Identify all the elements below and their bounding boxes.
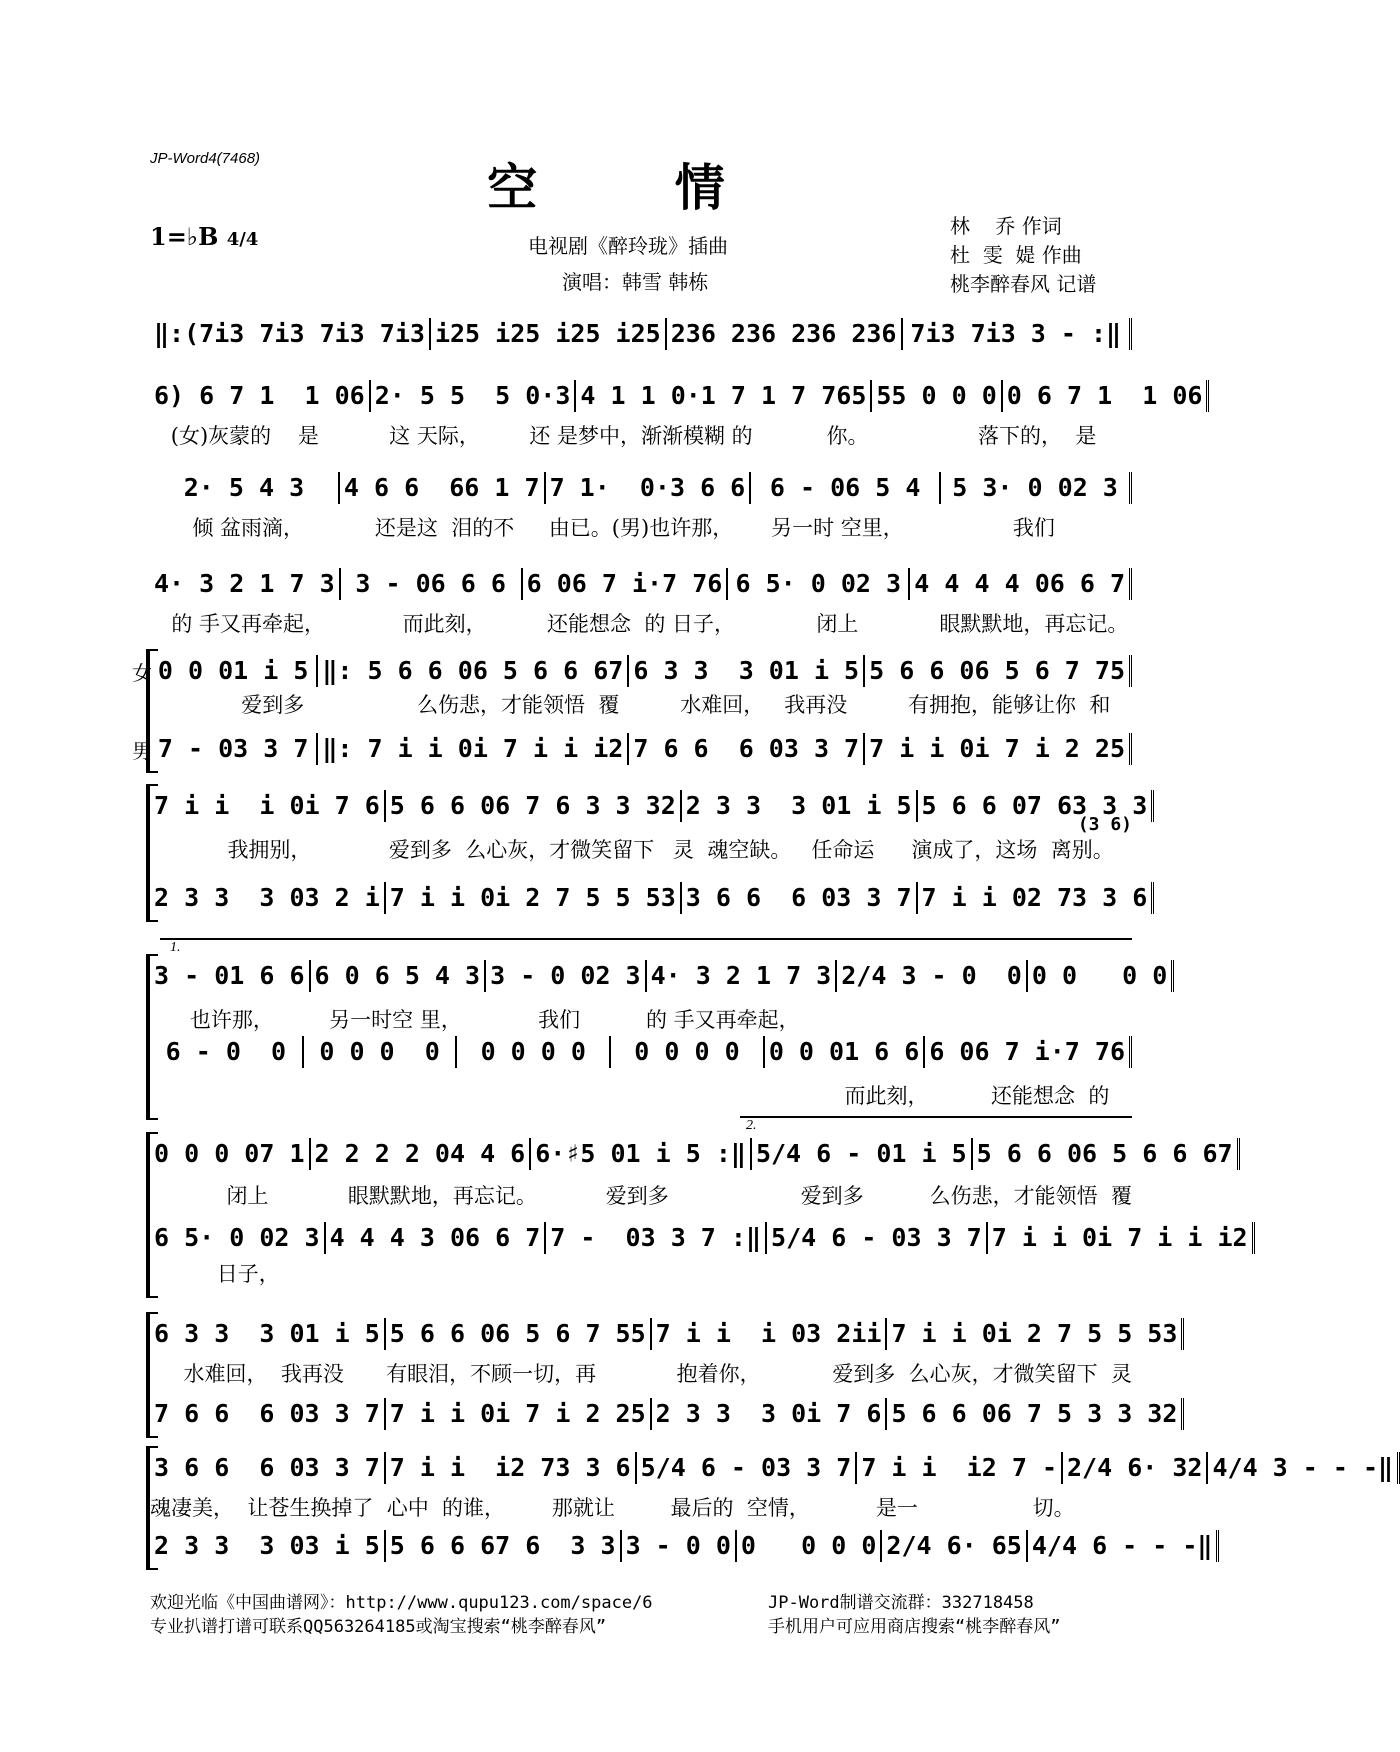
measure: 6 5· 0 02 3 [728, 568, 910, 600]
lyric-row [150, 1180, 1132, 1210]
measure-row [150, 1036, 1132, 1068]
composer: 杜 雯 媞 作曲 [950, 243, 1082, 267]
measure-row [150, 1222, 1248, 1254]
lyric: (女)灰蒙的 是 [170, 424, 319, 448]
measure: 2· 5 4 3 [150, 472, 340, 504]
measure-row [150, 733, 1132, 765]
measure: 7 i i 0i 7 i 2 25 [386, 1398, 652, 1430]
measure: 6 5· 0 02 3 [150, 1222, 326, 1254]
lyric [477, 1080, 641, 1110]
measure: 6 3 3 3 01 i 5 [150, 1318, 386, 1350]
lyric: 水难回， 我再没 [680, 693, 848, 717]
lyric: 我们 [1012, 516, 1055, 540]
measure: 7 i i 0i 2 7 5 5 53 [887, 1318, 1184, 1350]
measure-row [150, 1452, 1394, 1484]
measure: 2 3 3 3 01 i 5 [682, 790, 918, 822]
measure: 7 i i 0i 7 i 2 25 [865, 733, 1132, 765]
lyric: 那就让 [551, 1496, 615, 1520]
measure: 5 6 6 06 5 6 7 55 [386, 1318, 652, 1350]
measure: 0 6 7 1 1 06 [1003, 380, 1210, 412]
lyric-row [150, 689, 1132, 719]
lyric: 有拥抱，能够让你 和 [908, 693, 1111, 717]
measure: 3 - 01 6 6 [150, 960, 311, 992]
lyric: 换掉了 心中 的谁， [310, 1496, 506, 1520]
lyric [805, 1004, 969, 1034]
lyric: 另一时 空里， [771, 516, 904, 540]
measure: 4 1 1 0·1 7 1 7 765 [576, 380, 872, 412]
lyric: 日子， [216, 1262, 280, 1286]
measure: 4· 3 2 1 7 3 [647, 960, 838, 992]
footer-app: 手机用户可应用商店搜索“桃李醉春风” [768, 1617, 1061, 1637]
measure-row [150, 472, 1132, 504]
volta-bracket [160, 938, 1132, 940]
measure: 5/4 6 - 01 i 5 [752, 1138, 973, 1170]
measure: 0 0 0 0 [457, 1036, 611, 1068]
measure: 7 i i 02 73 3 6 [918, 882, 1155, 914]
measure: 3 6 6 6 03 3 7 [150, 1452, 386, 1484]
measure: 2· 5 5 5 0·3 [371, 380, 577, 412]
measure: 5 6 6 67 6 3 3 [386, 1530, 622, 1562]
subtitle: 电视剧《醉玲珑》插曲 [528, 234, 728, 258]
lyric: 你。 [826, 424, 869, 448]
lyric-row [150, 1492, 1132, 1522]
measure: 6) 6 7 1 1 06 [150, 380, 371, 412]
measure: 6 3 3 3 01 i 5 [629, 655, 865, 687]
measure: 5 6 6 06 7 6 3 3 32 [386, 790, 682, 822]
lyric: 灵 魂空缺。 任命运 [672, 838, 875, 862]
measure-row [150, 1398, 1178, 1430]
measure: 7 i i i 0i 7 6 [150, 790, 386, 822]
lyric: 还能想念 的 [991, 1084, 1110, 1108]
alternate-notes: (3 6) [1077, 814, 1132, 835]
lyric: 演成了，这场 离别。 [911, 838, 1114, 862]
measure: 4 4 4 4 06 6 7 [910, 568, 1132, 600]
lyric: 爱到多 [241, 693, 305, 717]
measure: 2 3 3 3 0i 7 6 [652, 1398, 888, 1430]
measure: 3 6 6 6 03 3 7 [682, 882, 918, 914]
measure: 7 1· 0·3 6 6 [546, 472, 752, 504]
lyric: 而此刻， [844, 1084, 929, 1108]
footer-group: JP-Word制谱交流群：332718458 [768, 1593, 1034, 1613]
measure-row [150, 960, 1168, 992]
measure: 236 236 236 236 [667, 318, 903, 350]
system-bracket [146, 784, 158, 922]
lyric: 我们 [538, 1008, 581, 1032]
lyric: 魂凄美， 让苍生 [150, 1496, 311, 1520]
measure: 5 3· 0 02 3 [941, 472, 1132, 504]
performers: 演唱：韩雪 韩栋 [562, 270, 709, 294]
measure: 2/4 6· 65 [882, 1530, 1027, 1562]
measure: 6 06 7 i·7 76 [523, 568, 729, 600]
measure: 3 - 06 6 6 [341, 568, 523, 600]
lyric [150, 1080, 314, 1110]
measure: 0 0 0 0 [1028, 960, 1174, 992]
lyric-row [150, 1080, 1132, 1110]
lyric: 抱着你， [676, 1362, 761, 1386]
measure: 2 3 3 3 03 i 5 [150, 1530, 386, 1562]
lyric: 的 手又再牵起， [171, 612, 326, 636]
lyric [936, 1258, 1132, 1288]
lyric: 落下的， 是 [977, 424, 1097, 448]
lyric-row [150, 1358, 1132, 1388]
system-bracket [146, 954, 158, 1120]
lyric: 爱到多 [800, 1184, 864, 1208]
lyric [314, 1080, 478, 1110]
measure-row [150, 380, 1203, 412]
credits [950, 212, 1096, 299]
lyric: 爱到多 么心灰，才微笑留下 灵 [832, 1362, 1133, 1386]
lyric: 还能想念 的 日子， [547, 612, 736, 636]
lyric: 由已。(男)也许那， [548, 516, 734, 540]
measure: 5 6 6 06 5 6 7 75 [865, 655, 1132, 687]
lyric-row [150, 420, 1132, 450]
volta-number: 2. [746, 1118, 757, 1133]
lyric: 还是这 泪的不 [374, 516, 515, 540]
lyric-row [150, 512, 1132, 542]
measure-row [150, 655, 1132, 687]
measure-row [150, 882, 1148, 914]
measure: 7 i i i2 73 3 6 [386, 1452, 637, 1484]
lyric [739, 1258, 935, 1288]
measure: 0 0 0 0 [304, 1036, 458, 1068]
measure: 7i3 7i3 3 - :‖ [903, 318, 1133, 350]
measure-row [150, 790, 1148, 822]
measure: 5 6 6 07 63 3 3 [918, 790, 1155, 822]
song-title: 空 情 [487, 158, 785, 217]
measure: 2/4 3 - 0 0 [837, 960, 1028, 992]
measure: 7 i i i 03 2ii [652, 1318, 888, 1350]
lyric: 么伤悲，才能领悟 覆 [929, 1184, 1132, 1208]
measure: 4· 3 2 1 7 3 [150, 568, 341, 600]
lyric [968, 1004, 1132, 1034]
measure: 3 - 0 02 3 [486, 960, 647, 992]
system-bracket [146, 1132, 158, 1298]
volta-number: 1. [170, 940, 181, 955]
measure: 7 i i 0i 7 i i i2 [988, 1222, 1255, 1254]
key-time-signature [150, 222, 258, 251]
measure: 7 6 6 6 03 3 7 [629, 733, 865, 765]
lyric: 是一 [875, 1496, 918, 1520]
measure: 7 - 03 3 7 :‖ [546, 1222, 767, 1254]
lyric [346, 1258, 542, 1288]
measure: 0 0 0 0 [611, 1036, 765, 1068]
measure: 0 0 01 6 6 [765, 1036, 926, 1068]
male-label: 男 [132, 739, 152, 763]
measure: 0 0 01 i 5 [150, 655, 318, 687]
lyric-row [150, 834, 1132, 864]
footer-website: 欢迎光临《中国曲谱网》：http://www.qupu123.com/space/6 [150, 1593, 653, 1613]
lyric: 我拥别， [227, 838, 312, 862]
measure: 7 i i 0i 2 7 5 5 53 [386, 882, 682, 914]
measure-row [150, 568, 1132, 600]
lyric [543, 1258, 739, 1288]
measure: 5/4 6 - 03 3 7 [767, 1222, 988, 1254]
lyric [641, 1080, 805, 1110]
software-label: JP-Word4(7468) [150, 150, 261, 167]
time-signature: 4/4 [226, 229, 259, 250]
measure-row [150, 1530, 1213, 1562]
lyric: 爱到多 [605, 1184, 669, 1208]
volta-bracket [740, 1116, 1132, 1118]
lyric: 另一时空 里， [329, 1008, 462, 1032]
footer-contact: 专业扒谱打谱可联系QQ563264185或淘宝搜索“桃李醉春风” [150, 1617, 607, 1637]
lyric: 眼默默地，再忘记。 [939, 612, 1129, 636]
measure: ‖:(7i3 7i3 7i3 7i3 [150, 318, 431, 350]
measure: 6 0 6 5 4 3 [311, 960, 487, 992]
measure: ‖: 5 6 6 06 5 6 6 67 [318, 655, 629, 687]
measure: 6 - 0 0 [150, 1036, 304, 1068]
lyric: 而此刻， [402, 612, 487, 636]
measure: 5/4 6 - 03 3 7 [637, 1452, 858, 1484]
measure: 55 0 0 0 [872, 380, 1002, 412]
lyric-row [150, 1258, 1132, 1288]
measure: 5 6 6 06 7 5 3 3 32 [887, 1398, 1184, 1430]
measure: 0 0 0 07 1 [150, 1138, 311, 1170]
measure: 4/4 6 - - -‖ [1028, 1530, 1220, 1562]
lyric-row [150, 608, 1132, 638]
lyric: 也许那， [189, 1008, 274, 1032]
lyric: 爱到多 么心灰，才微笑留下 [388, 838, 655, 862]
measure: 5 6 6 06 5 6 6 67 [973, 1138, 1240, 1170]
lyric: 闭上 [816, 612, 859, 636]
measure: 0 0 0 0 [737, 1530, 882, 1562]
lyric: 倾 盆雨滴， [192, 516, 305, 540]
lyric: 水难回， 我再没 [183, 1362, 344, 1386]
lyric: 眼默默地，再忘记。 [347, 1184, 537, 1208]
measure: 7 i i i2 7 - [857, 1452, 1063, 1484]
measure-row [150, 318, 1132, 350]
measure: 3 - 0 0 [622, 1530, 737, 1562]
measure: 4 6 6 66 1 7 [340, 472, 546, 504]
measure: 6 - 06 5 4 [751, 472, 941, 504]
lyric: 最后的 空情， [670, 1496, 810, 1520]
measure: 4 4 4 3 06 6 7 [326, 1222, 547, 1254]
lyric-row [150, 1004, 1132, 1034]
lyric: 有眼泪，不顾一切，再 [386, 1362, 597, 1386]
measure: 7 - 03 3 7 [150, 733, 318, 765]
female-label: 女 [132, 661, 152, 685]
measure-row [150, 1318, 1178, 1350]
lyric: 闭上 [226, 1184, 269, 1208]
system-bracket [146, 1312, 158, 1438]
lyric: 切。 [1032, 1496, 1075, 1520]
lyric: 这 天际， [389, 424, 480, 448]
measure-row [150, 1138, 1233, 1170]
system-bracket [146, 1446, 158, 1570]
measure: 2 2 2 2 04 4 6 [311, 1138, 532, 1170]
measure: 4/4 3 - - -‖ [1208, 1452, 1400, 1484]
measure: ‖: 7 i i 0i 7 i i i2 [318, 733, 629, 765]
key-signature: 1=♭B [150, 222, 219, 251]
measure: i25 i25 i25 i25 [431, 318, 667, 350]
lyric: 还 是梦中，渐渐模糊 的 [529, 424, 753, 448]
lyric: 么伤悲，才能领悟 覆 [417, 693, 620, 717]
measure: 2 3 3 3 03 2 i [150, 882, 386, 914]
lyric: 的 手又再牵起， [646, 1008, 800, 1032]
lyricist: 林 乔 作词 [950, 214, 1062, 238]
measure: 2/4 6· 32 [1063, 1452, 1208, 1484]
measure: 6·♯5 01 i 5 :‖ [531, 1138, 752, 1170]
measure: 6 06 7 i·7 76 [925, 1036, 1132, 1068]
transcriber: 桃李醉春风 记谱 [950, 272, 1097, 296]
measure: 7 6 6 6 03 3 7 [150, 1398, 386, 1430]
